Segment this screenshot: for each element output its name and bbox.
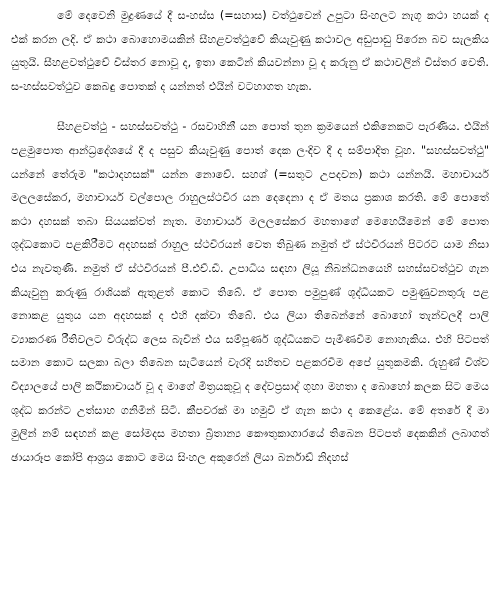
paragraph-1: මේ දෙවෙනි මුද්‍රණයේ දී ස-හස්ස (=සහාස) වත්ථුවෙන් උපුටා සිංහලට නැගූ කථා හයක් ද එක් කරන ලදි. ඒ කථා බොහොමයකින් සීහළවත්ථුවේ කියැවුණු කථාවල අඩුපාඩු පිරෙන බව සැලකිය යුතුයි. සීහළවත්ථුවේ විස්තර නොවූ ද, ඉතා කෙටින් කියවන්නා වූ ද කරුනු ඒ කථාවලින් විස්තර වෙති. ස-හස්සවත්ථුව කෙබඳු පොතක් ද යන්නත් එයින් වටහාගත හැක.: [11, 9, 489, 93]
document-page: [11, 0, 489, 616]
paragraph-2: සීහළවත්ථු - සහස්සවත්ථු - රසවාහිනී යන පොත් තුන ක්‍රමයෙන් එකිනෙකට පැරණිය. එයින් පළමුපොත ආන්ධ්‍රදේශයේ දී ද පසුව කියැවුණු පොත් දෙක ලංදිව දී ද සම්පාදිත වූහ. "සහස්සවත්ථු" යන්නේ තේරුම "කථාදහසක්" යන්න නොවේ. සහශ් (=සතුට උපදවන) කථා යන්නයි. මහාචාර්ය මලලසේකර, මහාචාර්ය වල්පොල රාහුලස්ථවිර යන දෙදෙනා ද ඒ මතය ප්‍රකාශ කරති. මේ පොතේ කථා දහසක් තබා සියයක්වත් නැත. මහාචාර්ය මලලසේකර මහතාගේ මෙහෙයීමෙන් මේ පොත ශුද්ධකොට පළකිරීමට අදහසක් රාහුල ස්ථවිරයන් වෙත තිබුණ නමුත් ඒ ස්ථවිරයන් පිටරට යාම නිසා එය නැවතුණි. නමුත් ඒ ස්ථවිරයන් පී.එච්.ඩී. උපාධිය සඳහා ලියූ නිබන්ධනයෙහි සහස්සවත්ථුව ගැන කියැවුනු කරුණු රාශියක් ඇතුළත් කොට තිබේ. ඒ පොත පමුපුණ් ශුද්ධියකට පමුණුවනතුරු පළ නොකළ යුතුය යන අදහසක් ද එහි දක්වා තිබේ. එය ලියා තිබෙන්නේ බොහෝ තැන්වලදී පාලි ව්‍යාකරණ රීතිවලට විරුද්ධ ලෙස බැවින් එය සම්පූර්ණ ශුද්ධියකට පැමිණවීම නොහැකිය. එහි පිටපත් සමාන කොට සලකා බලා තිබෙන සැටියෙන් වැරදි සහිතව පළකරවීම අපේ යුතුකමකි. රුහුණ් විශ්ව විද්‍යාලයේ පාලි කථිකාචාර්ය වූ ද මාගේ මිත්‍රයකුවූ ද දේවප්‍රසාද් ගුහා මහතා ද බොහෝ කලක සිට මෙය ශුද්ධ කරන්ට උත්සාහ ගනිමින් සිටී. කීපවරක් මා හමුවී ඒ ගැන කථා ද කෙළේය. මේ අතරේ දී මා මුලින් නම් සඳහන් කළ සෝමදස මහතා බ්‍රිතාන්‍ය කෞතුකාගාරයේ තිබෙන පිටපත් දෙකකින් ලබාගත් ඡායාරූප කෝපි ආශ්‍රය කොට මෙය සිංහල අකුරෙන් ලියා බර්නාඩ් නිදහස්: [11, 120, 489, 464]
